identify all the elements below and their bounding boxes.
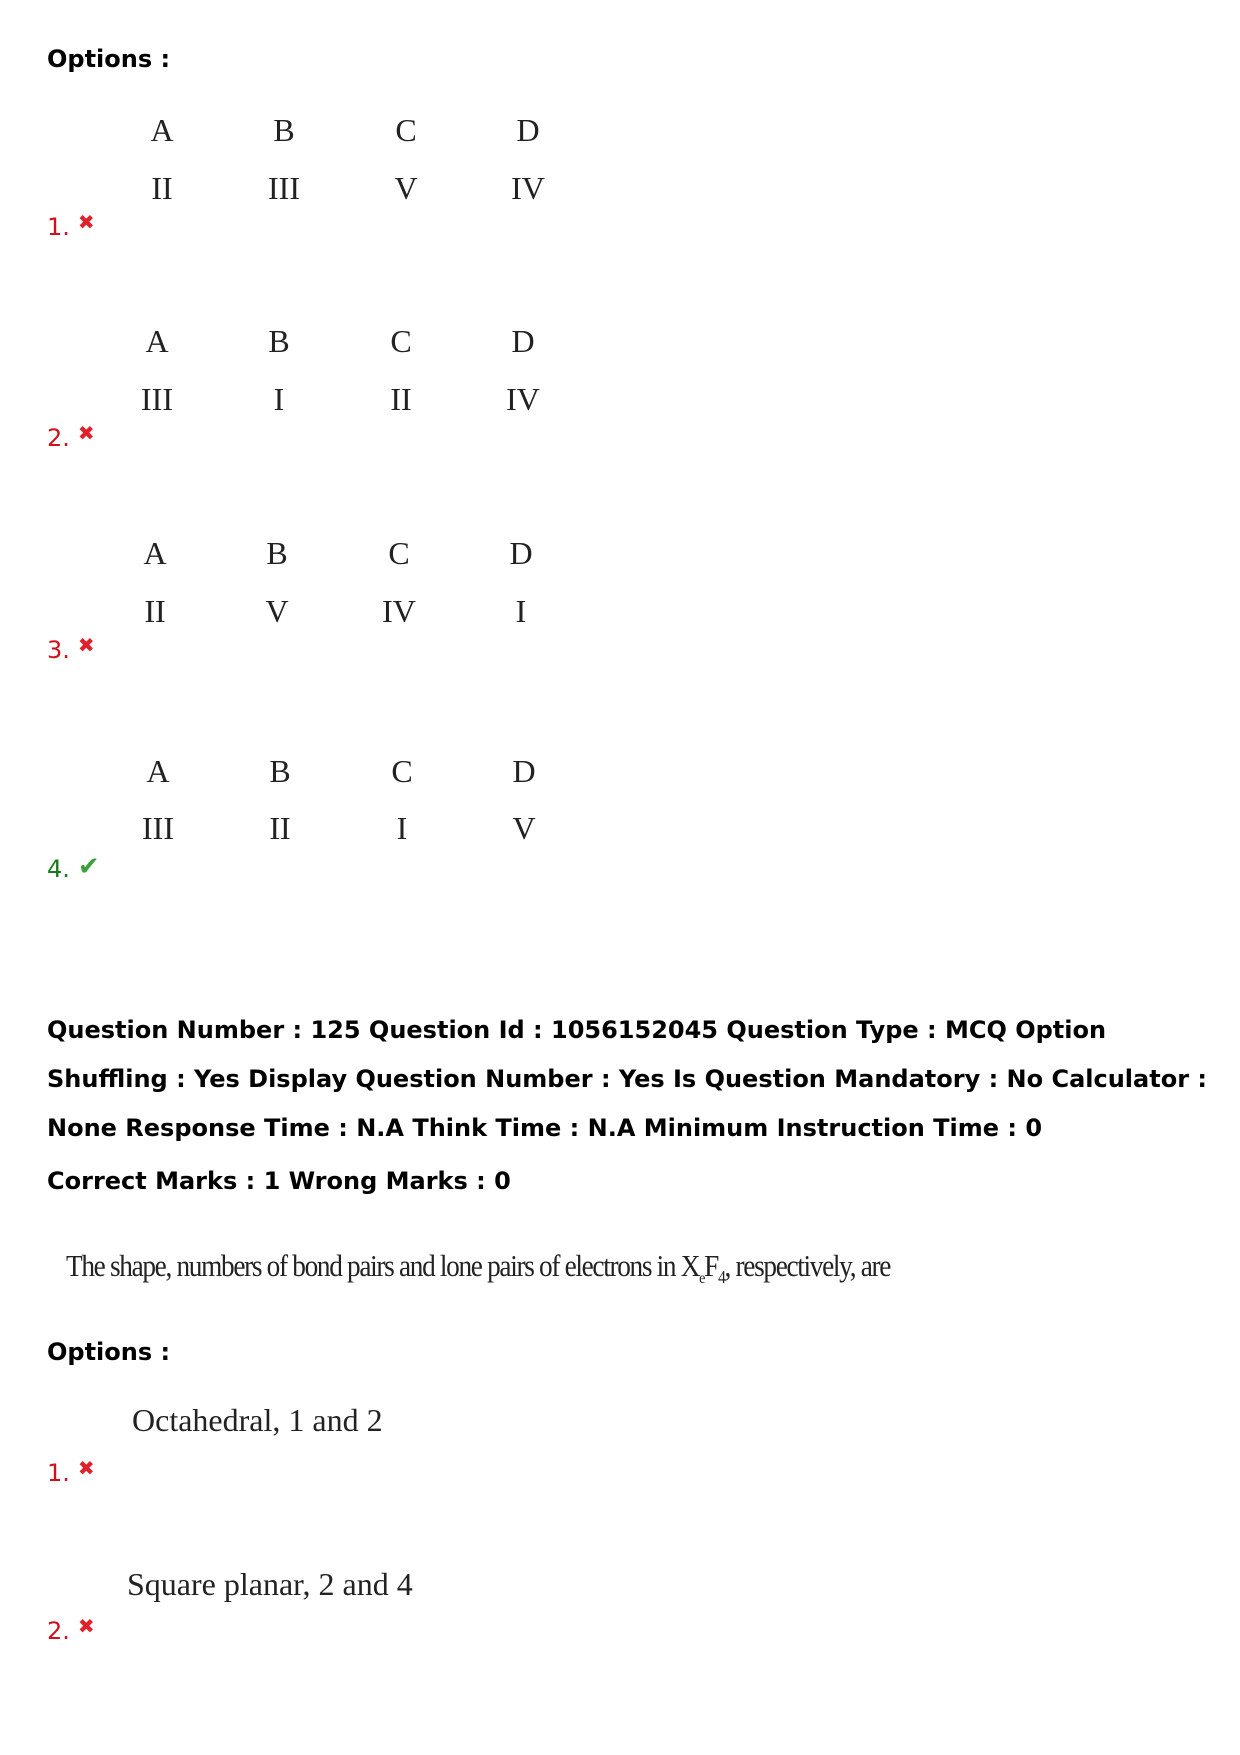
option-1-header-b: B <box>273 112 295 148</box>
option-4-header-d: D <box>512 753 536 789</box>
option-1-number: 1. ✖ <box>47 210 95 241</box>
option-3-header-c: C <box>388 535 410 571</box>
option-2-value-d: IV <box>506 381 540 417</box>
cross-icon: ✖ <box>77 421 95 445</box>
current-option-2-text: Square planar, 2 and 4 <box>127 1566 413 1602</box>
current-option-1-text: Octahedral, 1 and 2 <box>132 1402 383 1438</box>
option-3-value-c: IV <box>382 593 416 629</box>
question-text: The shape, numbers of bond pairs and lone pairs of electrons in $X_eF_4$, respectively, are <box>66 1248 891 1288</box>
option-2-value-a: III <box>141 381 173 417</box>
cross-icon: ✖ <box>77 1614 95 1638</box>
option-1-header-c: C <box>395 112 417 148</box>
option-4-value-b: II <box>269 810 291 846</box>
option-3-value-d: I <box>515 593 527 629</box>
current-option-2-number: 2. ✖ <box>47 1614 95 1645</box>
current-option-1-number: 1. ✖ <box>47 1456 95 1487</box>
option-4-value-c: I <box>396 810 408 846</box>
option-2-number: 2. ✖ <box>47 421 95 452</box>
option-2-value-c: II <box>390 381 412 417</box>
cross-icon: ✖ <box>77 210 95 234</box>
option-4-header-a: A <box>146 753 170 789</box>
option-1-value-a: II <box>151 170 173 206</box>
option-2-header-d: D <box>511 323 535 359</box>
question-meta: Question Number : 125 Question Id : 1056152045 Question Type : MCQ Option Shuffling : Yes Display Question Number : Yes Is Question Mandatory : No Calculator : None Response Time : N.A Think Time : N.A Minimum Instruction Time : 0 <box>47 1016 1207 1142</box>
option-1-header-d: D <box>516 112 540 148</box>
option-4-header-b: B <box>269 753 291 789</box>
option-4-value-d: V <box>512 810 536 846</box>
option-1-value-c: V <box>394 170 418 206</box>
option-3-header-b: B <box>266 535 288 571</box>
option-2-value-b: I <box>273 381 285 417</box>
cross-icon: ✖ <box>77 633 95 657</box>
options-heading: Options : <box>47 45 171 73</box>
option-4-number: 4. ✔ <box>47 852 100 883</box>
option-3-number: 3. ✖ <box>47 633 95 664</box>
option-1-value-d: IV <box>511 170 545 206</box>
option-3-value-b: V <box>265 593 289 629</box>
option-4-header-c: C <box>391 753 413 789</box>
option-2-header-c: C <box>390 323 412 359</box>
option-1-header-a: A <box>150 112 174 148</box>
option-3-header-d: D <box>509 535 533 571</box>
option-2-header-a: A <box>145 323 169 359</box>
marks-info: Correct Marks : 1 Wrong Marks : 0 <box>47 1167 511 1195</box>
option-4-value-a: III <box>142 810 174 846</box>
option-3-header-a: A <box>143 535 167 571</box>
option-2-header-b: B <box>268 323 290 359</box>
options-heading-2: Options : <box>47 1338 171 1366</box>
cross-icon: ✖ <box>77 1456 95 1480</box>
check-icon: ✔ <box>77 852 100 882</box>
option-1-value-b: III <box>268 170 300 206</box>
option-3-value-a: II <box>144 593 166 629</box>
